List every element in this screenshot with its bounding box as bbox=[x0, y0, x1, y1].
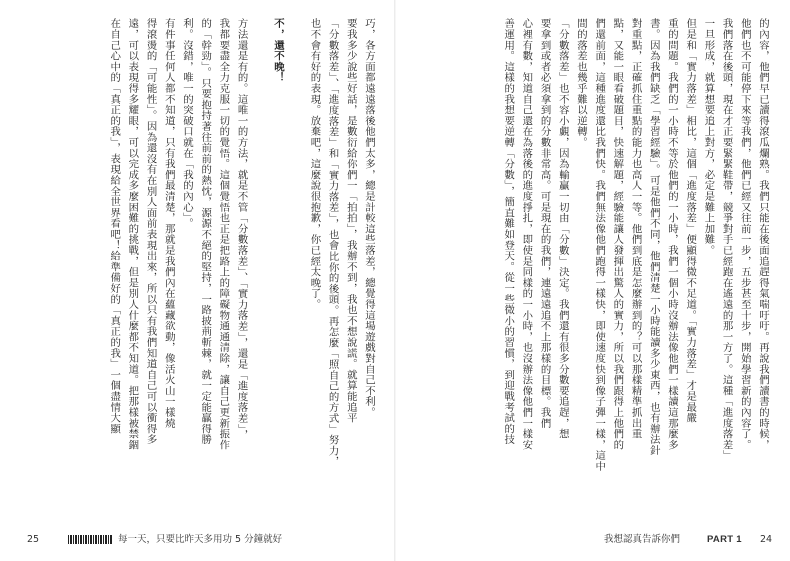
left-page-body bbox=[28, 18, 378, 528]
text-column: 我們落在後頭，現在才正要緊緊鞋帶，競爭對手已經跑在遙遠的那一方了。這種「進度落差」 bbox=[720, 18, 733, 461]
text-column: 善運用。這樣的我想要逆轉「分數」，簡直難如登天。從一些微小的習慣，到迎戰考試的技 bbox=[502, 18, 515, 445]
page-gutter bbox=[394, 0, 396, 561]
barcode-graphic bbox=[68, 535, 112, 544]
text-column: 的內容，他們早已讀得滾瓜爛熟。我們只能在後面追趕得氣喘吁吁。再說我們讀書的時候， bbox=[757, 18, 769, 450]
text-column: 巧，各方面都遠遠落後他們太多，總是計較這些落差，總覺得這場遊戲對自己不利。 bbox=[363, 18, 375, 418]
text-column: 要拿到或者必須拿到的分數非常高。可是現在的我們，連遠遠追不上那樣的目標。我們 bbox=[538, 18, 551, 429]
right-page-body bbox=[402, 18, 772, 528]
text-column: 但是和「實力落差」相比，這個「進度落差」便顯得微不足道。「實力落差」才是最嚴 bbox=[684, 18, 697, 424]
text-column: 我都要盡全力克服一切的覺悟。這個覺悟也正是把路上的障礙物通通清除，讓自己更新振作 bbox=[217, 18, 230, 450]
text-column: 一旦形成，就算想要追上對方，必定是難上加難。 bbox=[702, 18, 715, 256]
text-column bbox=[251, 18, 269, 528]
text-column: 重的問題。我們的一小時不等於他們的一小時，我們一個小時沒辦法像他們一樣讀這那麼多 bbox=[665, 18, 678, 450]
text-column: 也不會有好的表現。放棄吧，這麼說很抱歉，你已經太晚了。 bbox=[308, 18, 321, 310]
text-column: 心裡有數，知道自己還在為落後的進度掙扎，即使是同樣的一小時，也沒辦法像他們一樣安 bbox=[520, 18, 533, 450]
text-column: 得滾燙的「可能性」。因為還沒有在別人面前表現出來，所以只有我們知道自己可以衝得多 bbox=[144, 18, 157, 445]
text-column: 的「幹勁」。只要抱持著往前前的熱忱，源源不絕的堅持，一路披荊斬棘，就一定能贏得勝 bbox=[199, 18, 212, 445]
text-column: 「分數落差」也不容小覷，因為輸贏一切由「分數」決定。我們還有很多分數要追趕，想 bbox=[556, 18, 569, 440]
text-column: 要我多少說些好話，是數衍給你們一「拍拍」，我辦不到，我也不想說謊。就算能追平 bbox=[344, 18, 357, 424]
text-column: 方法還是有的。這唯一的方法，就是不管「分數落差」、「實力落差」，還是「進度落差」， bbox=[235, 18, 248, 440]
text-column: 在自己心中的「真正的我」，表現給全世界看吧！給準備好的「真正的我」一個盡情大顯 bbox=[108, 18, 121, 434]
text-column: 不，還不晚！ bbox=[271, 18, 284, 83]
text-column: 們還前面，這種進度還比我們快。我們無法像他們跑得一樣快，即使速度快到像子彈一樣，這中 bbox=[593, 18, 606, 472]
text-column bbox=[287, 18, 305, 528]
left-page-number: 25 bbox=[27, 534, 40, 545]
text-column: 利。沒錯，唯一的突破口就在「我的內心」。 bbox=[180, 18, 193, 229]
text-column: 點，又能一眼看破題目，快速解題，經驗能讓人發揮出驚人的實力，所以我們跟得上他們的 bbox=[611, 18, 624, 450]
right-running-title: 我想認真告訴你們 bbox=[604, 534, 681, 545]
text-column: 有件事任何人都不知道，只有我們最清楚，那就是我們內在蘊藏欲動，像活火山一樣燒 bbox=[162, 18, 175, 429]
text-column: 遠，可以表現得多耀眼，可以完成多麼困難的挑戰，但是別人什麼都不知道。把那樣被禁錮 bbox=[126, 18, 139, 450]
text-column: 書。因為我們缺乏「學習經驗」。可是他們不同，他們清楚一小時能讀多少東西，也有辦法針 bbox=[647, 18, 660, 456]
right-page-number: 24 bbox=[760, 534, 773, 545]
left-running-title: 每一天，只要比昨天多用功 5 分鐘就好 bbox=[118, 534, 283, 545]
text-column: 間的落差也幾乎難以逆轉。 bbox=[574, 18, 587, 148]
text-column: 他們也不可能停下來等我們，他們已經又往前一步，五步甚至十步，開始學習新的內容了。 bbox=[738, 18, 751, 450]
text-column: 「分數落差」、「進度落差」和「實力落差」，也會比你的後頭。再怎麼「照自己的方式」努力， bbox=[326, 18, 339, 467]
part-label: PART 1 bbox=[707, 534, 742, 545]
text-column: 對重點，正確抓住重點的能力也高人一等。他們到底是怎麼辦到的？可以那樣精準抓出重 bbox=[629, 18, 642, 440]
